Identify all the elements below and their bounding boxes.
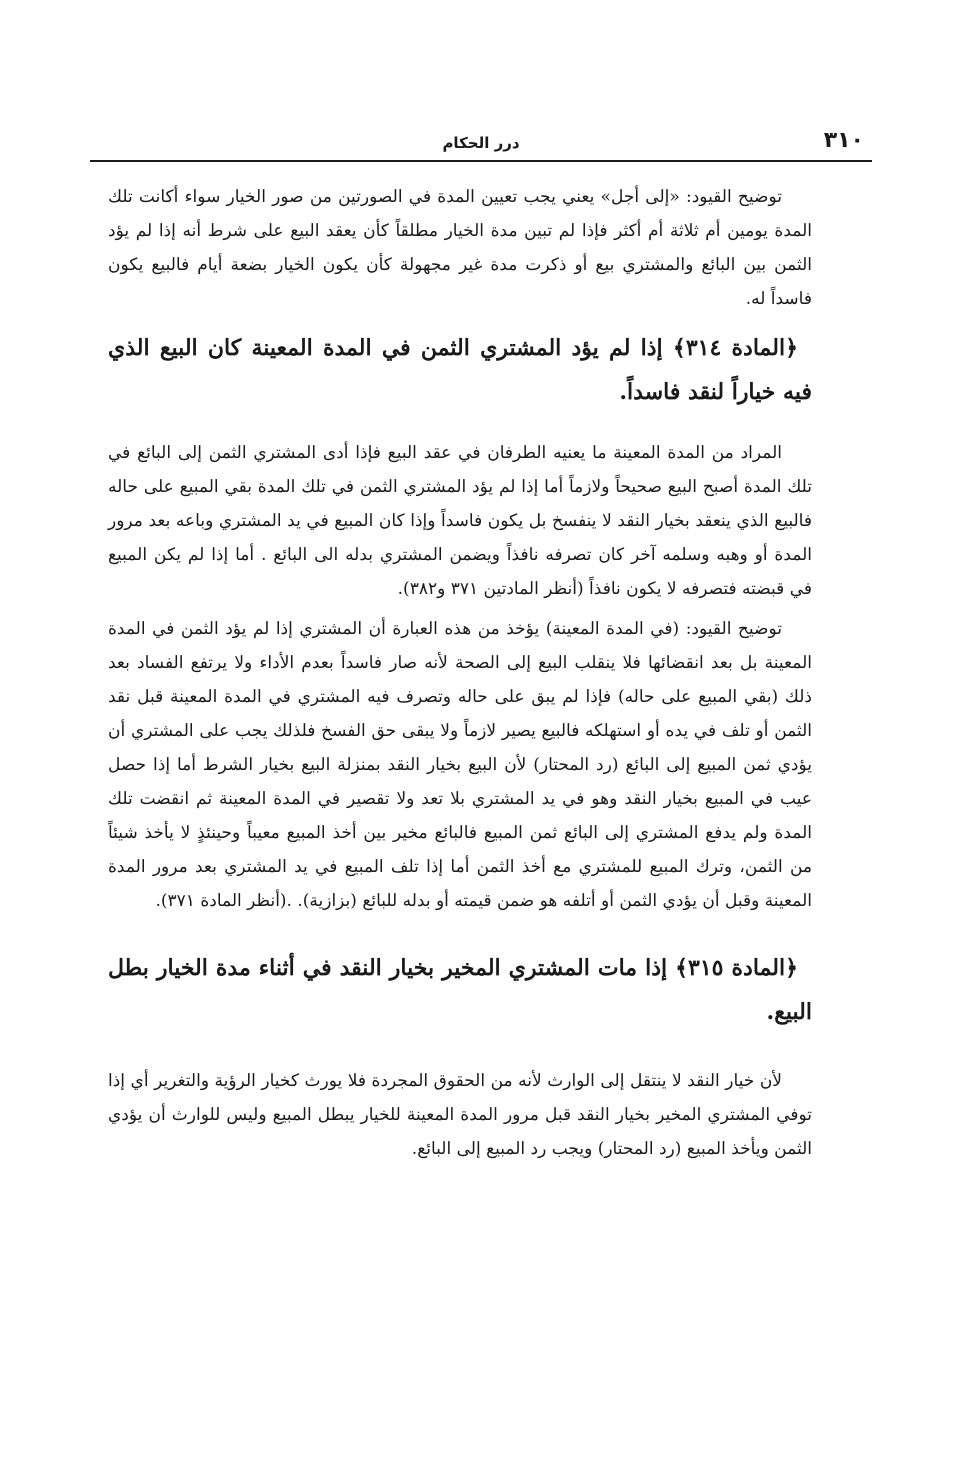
article-315-heading: ﴿المادة ٣١٥﴾ إذا مات المشتري المخير بخيار النقد في أثناء مدة الخيار بطل البيع. bbox=[108, 955, 812, 1025]
page-number: ٣١٠ bbox=[823, 128, 864, 153]
page-body bbox=[108, 180, 812, 1166]
paragraph-clarification-314: توضيح القيود: (في المدة المعينة) يؤخذ من هذه العبارة أن المشتري إذا لم يؤد الثمن في المدة المعينة بل بعد انقضائها فلا ينقلب البيع إلى الصحة لأنه صار فاسداً بعدم الأداء ولا يرتفع الفساد بعد ذلك (بقي المبيع على حاله) فإذا لم يبق على حاله وتصرف فيه المشتري في المدة المعينة قبل نقد الثمن أو تلف في يده أو استهلكه فالبيع يصير لازماً ولا يبقى حق الفسخ فلذلك يجب على المشتري أن يؤدي ثمن المبيع إلى البائع (رد المحتار) لأن البيع بخيار النقد بمنزلة البيع بخيار الشرط أما إذا حصل عيب في المبيع بخيار النقد وهو في يد المشتري بلا تعد ولا تقصير في المدة المعينة ثم انقضت تلك المدة ولم يدفع المشتري إلى البائع ثمن المبيع فالبائع مخير بين أخذ المبيع معيباً وحينئذٍ لا يأخذ شيئاً من الثمن، وترك المبيع للمشتري مع أخذ الثمن أما إذا تلف المبيع في يد المشتري بعد مرور المدة المعينة وقبل أن يؤدي الثمن أو أتلفه هو ضمن قيمته أو بدله للبائع (بزازية). .(أنظر المادة ٣٧١). bbox=[108, 619, 812, 911]
paragraph-explanation-315: لأن خيار النقد لا ينتقل إلى الوارث لأنه من الحقوق المجردة فلا يورث كخيار الرؤية والتغرير أي إذا توفي المشتري المخير بخيار النقد قبل مرور المدة المعينة للخيار يبطل المبيع وليس للوارث أن يؤدي الثمن ويأخذ المبيع (رد المحتار) ويجب رد المبيع إلى البائع. bbox=[108, 1071, 812, 1159]
paragraph-explanation-314: المراد من المدة المعينة ما يعنيه الطرفان في عقد البيع فإذا أدى المشتري الثمن إلى البائع في تلك المدة أصبح البيع صحيحاً ولازماً أما إذا لم يؤد المشتري الثمن في تلك المدة بقي المبيع على حاله فالبيع الذي ينعقد بخيار النقد لا ينفسخ بل يكون فاسداً وإذا كان المبيع في يد المشتري وباعه بعد مرور المدة أو وهبه وسلمه آخر كان تصرفه نافذاً ويضمن المشتري بدله الى البائع . أما إذا لم يكن المبيع في قبضته فتصرفه لا يكون نافذاً (أنظر المادتين ٣٧١ و٣٨٢). bbox=[108, 443, 813, 599]
article-314-heading: ﴿المادة ٣١٤﴾ إذا لم يؤد المشتري الثمن في المدة المعينة كان البيع الذي فيه خياراً لنقد فاسداً. bbox=[108, 335, 812, 405]
paragraph-clarification-1: توضيح القيود: «إلى أجل» يعني يجب تعيين المدة في الصورتين من صور الخيار سواء أكانت تلك المدة يومين أم ثلاثة أم أكثر فإذا لم تبين مدة الخيار مطلقاً كأن يعقد البيع على شرط أنه إذا لم يؤد الثمن بين البائع والمشتري بيع أو ذكرت مدة غير مجهولة كأن يكون الخيار بضعة أيام فالبيع يكون فاسداً له. bbox=[108, 187, 812, 309]
running-title: درر الحكام bbox=[442, 134, 520, 152]
page-header bbox=[90, 128, 872, 160]
header-rule bbox=[90, 160, 872, 162]
